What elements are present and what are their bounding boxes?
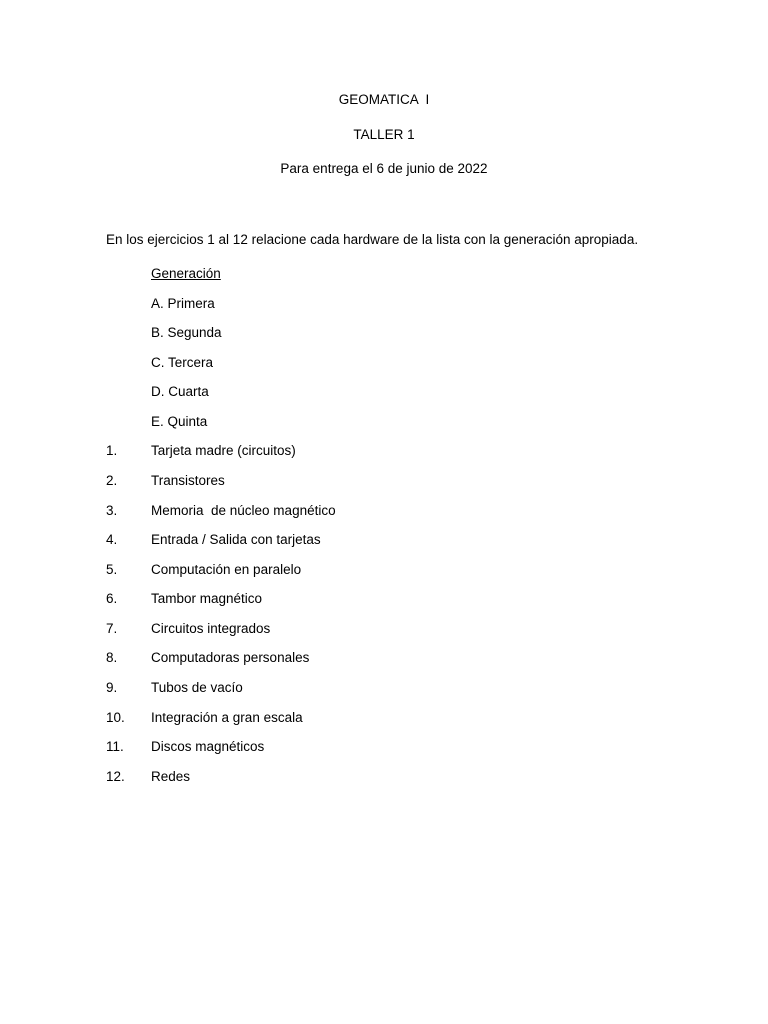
generation-heading: Generación <box>151 266 221 281</box>
generation-option: D. Cuarta <box>151 384 209 399</box>
instructions-text: En los ejercicios 1 al 12 relacione cada hardware de la lista con la generación apropiada. <box>106 232 639 247</box>
due-date: Para entrega el 6 de junio de 2022 <box>280 161 488 176</box>
item-text: Computadoras personales <box>151 650 310 665</box>
item-text: Integración a gran escala <box>151 710 303 725</box>
item-text: Redes <box>151 769 191 784</box>
item-number: 1. <box>106 443 118 458</box>
item-text: Tambor magnético <box>151 591 263 606</box>
generation-option: C. Tercera <box>151 355 214 370</box>
workshop-title: TALLER 1 <box>353 127 415 142</box>
item-text: Tubos de vacío <box>151 680 243 695</box>
item-number: 7. <box>106 621 118 636</box>
item-number: 8. <box>106 650 118 665</box>
item-number: 4. <box>106 532 118 547</box>
item-number: 5. <box>106 562 118 577</box>
item-number: 2. <box>106 473 118 488</box>
generation-option: B. Segunda <box>151 325 222 340</box>
item-number: 10. <box>106 710 125 725</box>
item-text: Discos magnéticos <box>151 739 265 754</box>
item-number: 3. <box>106 503 118 518</box>
generation-option: E. Quinta <box>151 414 208 429</box>
item-text: Transistores <box>151 473 225 488</box>
item-text: Tarjeta madre (circuitos) <box>151 443 296 458</box>
course-title: GEOMATICA I <box>338 92 430 107</box>
item-text: Computación en paralelo <box>151 562 302 577</box>
item-number: 12. <box>106 769 125 784</box>
generation-option: A. Primera <box>151 296 215 311</box>
item-text: Entrada / Salida con tarjetas <box>151 532 321 547</box>
item-text: Memoria de núcleo magnético <box>151 503 336 518</box>
item-number: 11. <box>106 739 124 754</box>
item-number: 9. <box>106 680 118 695</box>
item-text: Circuitos integrados <box>151 621 271 636</box>
item-number: 6. <box>106 591 118 606</box>
